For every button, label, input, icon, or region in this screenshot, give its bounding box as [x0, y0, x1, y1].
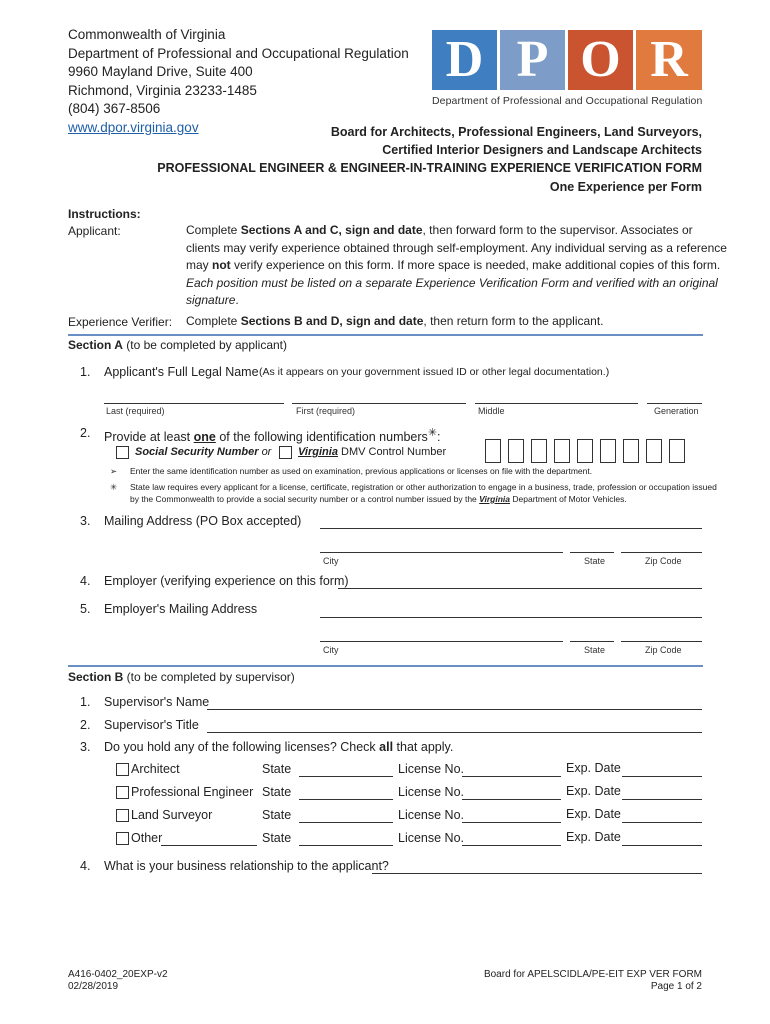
digit-box[interactable] — [600, 439, 616, 463]
form-date: 02/28/2019 — [68, 981, 119, 992]
instr-line: Each position must be listed on a separate Experience Verification Form and verified with an original — [186, 275, 718, 290]
dmv-text: DMV Control Number — [337, 446, 447, 458]
instr-text: . — [235, 293, 239, 307]
license-no-input[interactable] — [462, 799, 561, 800]
digit-box[interactable] — [485, 439, 501, 463]
logo-letter-r: R — [636, 30, 702, 90]
item-number: 4. — [80, 859, 91, 873]
address-line: Richmond, Virginia 23233-1485 — [68, 82, 257, 98]
middle-name-input[interactable] — [475, 403, 638, 404]
label-text: Provide at least — [104, 430, 194, 445]
form-subtitle: One Experience per Form — [549, 180, 702, 194]
label-bold: one — [193, 430, 216, 445]
item-number: 1. — [80, 365, 91, 379]
board-reference: Board for APELSCIDLA/PE-EIT EXP VER FORM — [483, 969, 702, 980]
state-label: State — [262, 831, 292, 845]
pe-checkbox[interactable] — [116, 786, 129, 799]
exp-date-label: Exp. Date — [566, 784, 621, 798]
state-label: State — [262, 762, 292, 776]
license-type-label: Land Surveyor — [131, 808, 213, 822]
verifier-instructions — [186, 313, 604, 331]
section-note: (to be completed by supervisor) — [123, 670, 295, 684]
ssn-checkbox[interactable] — [116, 446, 129, 459]
license-no-label: License No. — [398, 808, 465, 822]
relationship-input[interactable] — [372, 873, 702, 874]
board-name-line1: Board for Architects, Professional Engineers, Land Surveyors, — [330, 125, 702, 139]
dmv-label — [298, 446, 446, 458]
instr-text: signature — [186, 293, 236, 307]
applicant-instructions — [186, 222, 727, 310]
ls-checkbox[interactable] — [116, 809, 129, 822]
digit-box[interactable] — [623, 439, 639, 463]
item-number: 3. — [80, 514, 91, 528]
full-name-note: (As it appears on your government issued ID or other legal documentation.) — [259, 366, 610, 378]
full-name-label: Applicant's Full Legal Name — [104, 365, 259, 379]
license-type-label: Other — [131, 831, 163, 845]
note-text: Department of Motor Vehicles. — [510, 494, 627, 504]
address-line: 9960 Mayland Drive, Suite 400 — [68, 64, 253, 79]
id-note-2 — [130, 481, 717, 505]
logo-letter-o: O — [568, 30, 633, 90]
instr-bold: not — [212, 258, 231, 272]
employer-address-input[interactable] — [320, 617, 702, 618]
label-bold: all — [379, 740, 394, 754]
instr-bold: Sections B and D, sign and date — [240, 314, 424, 328]
generation-input[interactable] — [647, 403, 702, 404]
form-code: A416-0402_20EXP-v2 — [68, 969, 168, 980]
asterisk-icon: ✳ — [427, 427, 438, 439]
zip-input[interactable] — [621, 552, 702, 553]
licenses-question — [104, 740, 453, 754]
license-type-label: Professional Engineer — [131, 785, 254, 799]
page-number: Page 1 of 2 — [650, 981, 702, 992]
label-text: of the following identification numbers — [215, 430, 428, 445]
section-a-heading — [68, 338, 287, 352]
city-input[interactable] — [320, 552, 563, 553]
license-no-input[interactable] — [462, 822, 561, 823]
section-b-heading — [68, 670, 295, 684]
license-no-label: License No. — [398, 831, 465, 845]
instr-text: , then return form to the applicant. — [423, 314, 604, 328]
item-number: 4. — [80, 574, 91, 588]
exp-date-input[interactable] — [622, 845, 702, 846]
instr-line: clients may verify experience obtained through self-employment. Any individual serving as a reference — [186, 240, 727, 255]
state-input[interactable] — [570, 552, 614, 553]
state-input[interactable] — [299, 776, 393, 777]
exp-date-input[interactable] — [622, 776, 702, 777]
section-title: Section B — [68, 670, 124, 684]
note-text: by the Commonwealth to provide a social security number or a control number issued by the — [130, 494, 480, 504]
employer-zip-input[interactable] — [621, 641, 702, 642]
digit-box[interactable] — [669, 439, 685, 463]
label-text: : — [437, 430, 441, 445]
logo-letter-p: P — [500, 30, 565, 90]
section-note: (to be completed by applicant) — [122, 338, 287, 352]
item-number: 3. — [80, 740, 91, 754]
digit-box[interactable] — [577, 439, 593, 463]
digit-box[interactable] — [554, 439, 570, 463]
field-caption: Zip Code — [645, 645, 682, 655]
note-line: State law requires every applicant for a license, certificate, registration or other authorization to engage in a business, trade, profession or occupation issued — [130, 482, 717, 492]
address-line: Commonwealth of Virginia — [68, 27, 226, 42]
field-caption: State — [584, 645, 606, 655]
address-line: Department of Professional and Occupational Regulation — [68, 45, 409, 61]
logo-letter-d: D — [432, 30, 497, 90]
item-number: 2. — [80, 718, 91, 732]
item-number: 1. — [80, 695, 91, 709]
field-caption: Last (required) — [106, 406, 165, 416]
employer-address-label: Employer's Mailing Address — [104, 602, 258, 616]
supervisor-title-label: Supervisor's Title — [104, 718, 199, 732]
arrow-bullet-icon: ➢ — [110, 466, 118, 476]
instr-text: , then forward form to the supervisor. Associates or — [422, 223, 693, 237]
supervisor-title-input[interactable] — [207, 732, 702, 733]
field-caption: State — [584, 556, 606, 566]
digit-box[interactable] — [508, 439, 524, 463]
first-name-input[interactable] — [292, 403, 466, 404]
architect-checkbox[interactable] — [116, 763, 129, 776]
id-number-label — [104, 426, 441, 444]
state-label: State — [262, 785, 292, 799]
other-type-input[interactable] — [161, 845, 257, 846]
relationship-label: What is your business relationship to the applicant? — [104, 859, 389, 873]
employer-city-input[interactable] — [320, 641, 563, 642]
field-caption: Middle — [478, 406, 505, 416]
logo-caption: Department of Professional and Occupational Regulation — [432, 95, 703, 107]
exp-date-label: Exp. Date — [566, 830, 621, 844]
field-caption: City — [323, 556, 339, 566]
website-link[interactable]: www.dpor.virginia.gov — [68, 119, 199, 135]
applicant-label: Applicant: — [68, 224, 121, 238]
exp-date-input[interactable] — [622, 799, 702, 800]
exp-date-label: Exp. Date — [566, 761, 621, 775]
license-no-input[interactable] — [462, 776, 561, 777]
dmv-checkbox[interactable] — [279, 446, 292, 459]
other-checkbox[interactable] — [116, 832, 129, 845]
license-no-label: License No. — [398, 785, 465, 799]
instructions-heading: Instructions: — [68, 207, 141, 221]
state-input[interactable] — [299, 822, 393, 823]
license-type-label: Architect — [131, 762, 180, 776]
section-divider — [68, 334, 703, 336]
employer-label: Employer (verifying experience on this form) — [104, 574, 349, 588]
agency-address — [68, 26, 409, 137]
state-input[interactable] — [299, 845, 393, 846]
item-number: 5. — [80, 602, 91, 616]
address-line: (804) 367-8506 — [68, 101, 161, 116]
instr-text: verify experience on this form. If more space is needed, make additional copies of this form. — [230, 258, 721, 272]
last-name-input[interactable] — [104, 403, 284, 404]
employer-state-input[interactable] — [570, 641, 614, 642]
item-number: 2. — [80, 426, 91, 440]
instr-text: may — [186, 258, 213, 272]
field-caption: Generation — [654, 406, 699, 416]
ssn-text: Social Security Number — [135, 446, 259, 458]
dmv-virginia: Virginia — [298, 446, 338, 458]
section-title: Section A — [68, 338, 123, 352]
section-divider — [68, 665, 703, 667]
supervisor-name-label: Supervisor's Name — [104, 695, 210, 709]
exp-date-label: Exp. Date — [566, 807, 621, 821]
id-note-1: Enter the same identification number as used on examination, previous applications or licenses on file with the department. — [130, 466, 593, 476]
employer-input[interactable] — [338, 588, 702, 589]
state-label: State — [262, 808, 292, 822]
instr-text: Complete — [186, 314, 241, 328]
mailing-address-label: Mailing Address (PO Box accepted) — [104, 514, 302, 528]
verifier-label: Experience Verifier: — [68, 315, 173, 329]
state-input[interactable] — [299, 799, 393, 800]
field-caption: Zip Code — [645, 556, 682, 566]
exp-date-input[interactable] — [622, 822, 702, 823]
field-caption: First (required) — [296, 406, 356, 416]
label-text: that apply. — [393, 740, 454, 754]
mailing-address-input[interactable] — [320, 528, 702, 529]
field-caption: City — [323, 645, 339, 655]
board-name-line2: Certified Interior Designers and Landscape Architects — [382, 143, 702, 157]
label-text: Do you hold any of the following licenses? Check — [104, 740, 380, 754]
digit-box[interactable] — [646, 439, 662, 463]
digit-box[interactable] — [531, 439, 547, 463]
instr-text: Complete — [186, 223, 241, 237]
license-no-label: License No. — [398, 762, 465, 776]
instr-bold: Sections A and C, sign and date — [240, 223, 423, 237]
license-no-input[interactable] — [462, 845, 561, 846]
or-text: or — [261, 446, 272, 458]
supervisor-name-input[interactable] — [207, 709, 702, 710]
note-virginia: Virginia — [479, 494, 511, 504]
ssn-label — [135, 446, 271, 458]
asterisk-icon: ✳ — [110, 482, 118, 492]
form-title: PROFESSIONAL ENGINEER & ENGINEER-IN-TRAINING EXPERIENCE VERIFICATION FORM — [157, 161, 702, 175]
